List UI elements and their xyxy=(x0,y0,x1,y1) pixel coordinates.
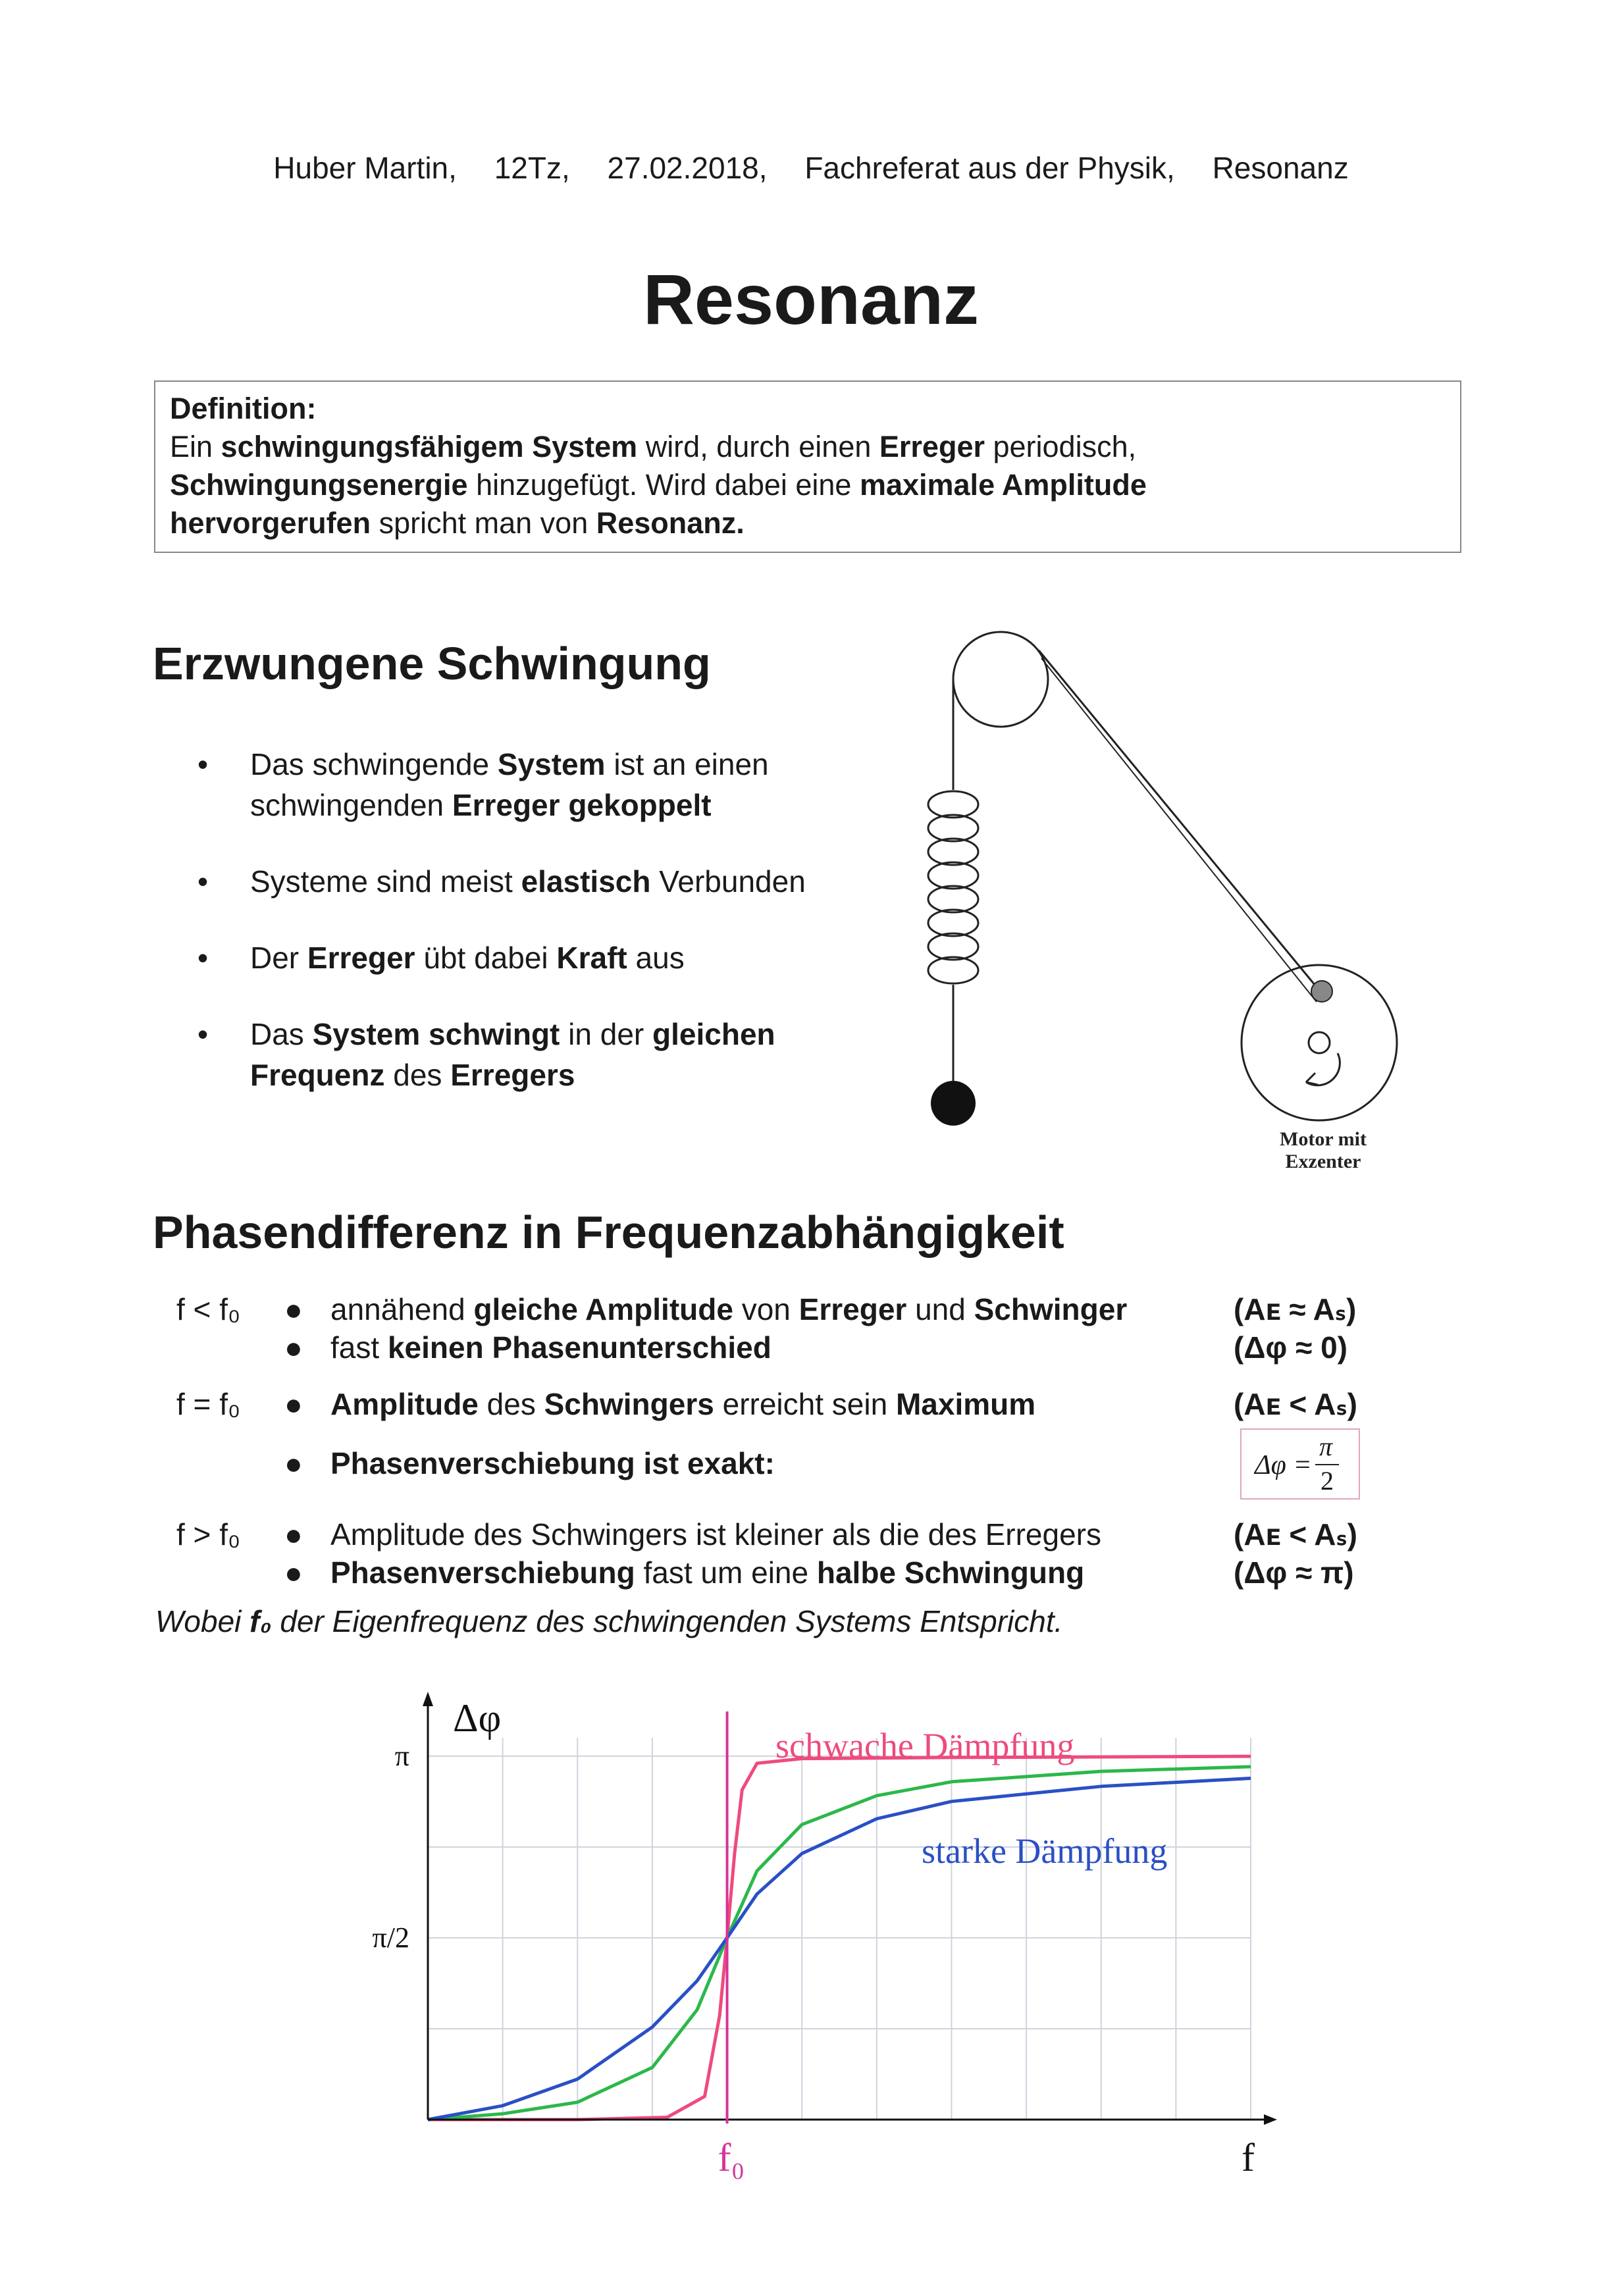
list-item: • Das System schwingt in der gleichen Frequenz des Erregers xyxy=(197,1014,895,1095)
chart-grid xyxy=(428,1738,1251,2120)
header-topic: Resonanz xyxy=(1212,151,1349,185)
definition-line-3: hervorgerufen spricht man von Resonanz. xyxy=(170,506,745,540)
relation-phase-pi: (Δφ ≈ π) xyxy=(1234,1555,1354,1590)
document-header xyxy=(0,150,1622,186)
header-class: 12Tz, xyxy=(494,151,570,185)
pulley-rope-right xyxy=(1039,650,1324,997)
definition-box xyxy=(154,380,1461,553)
list-item: • Systeme sind meist elastisch Verbunden xyxy=(197,861,895,902)
condition-above: f > f₀ xyxy=(176,1517,241,1552)
pulley-rope-right-2 xyxy=(1041,658,1317,1002)
pulley-wheel xyxy=(953,632,1048,727)
row-below-phase: fast keinen Phasenunterschied xyxy=(330,1330,772,1365)
relation-amplitude-less: (Aᴇ < Aₛ) xyxy=(1234,1387,1357,1421)
bullet-dot: ● xyxy=(284,1387,303,1421)
page-title: Resonanz xyxy=(642,259,980,339)
header-subject: Fachreferat aus der Physik, xyxy=(804,151,1175,185)
spring-pendulum-diagram xyxy=(869,619,1422,1185)
eccentric-pin xyxy=(1311,981,1332,1002)
bullet-dot: ● xyxy=(284,1292,303,1326)
formula-box xyxy=(1240,1428,1360,1500)
series-line xyxy=(428,1779,1251,2120)
series-label: schwache Dämpfung xyxy=(775,1726,1075,1765)
y-axis-label: Δφ xyxy=(453,1696,502,1740)
footnote: Wobei f₀ der Eigenfrequenz des schwingenden Systems Entspricht. xyxy=(155,1604,1063,1638)
bullet-dot: ● xyxy=(284,1330,303,1365)
condition-equal: f = f₀ xyxy=(176,1387,241,1421)
formula-lhs: Δφ = xyxy=(1255,1450,1312,1480)
motor-axle xyxy=(1309,1032,1330,1053)
relation-phase-zero: (Δφ ≈ 0) xyxy=(1234,1330,1347,1365)
definition-label: Definition: xyxy=(170,392,317,425)
row-equal-amplitude: Amplitude des Schwingers erreicht sein Maximum xyxy=(330,1387,1036,1421)
f0-label: f₀ xyxy=(718,2136,745,2179)
spring-coil xyxy=(928,791,978,983)
x-axis-arrowhead-icon xyxy=(1264,2114,1277,2125)
bullet-dot: ● xyxy=(284,1555,303,1590)
chart-series xyxy=(428,1726,1251,2120)
condition-below: f < f₀ xyxy=(176,1292,241,1326)
series-label: starke Dämpfung xyxy=(922,1831,1168,1871)
formula-numerator: π xyxy=(1319,1432,1333,1461)
header-author: Huber Martin, xyxy=(273,151,457,185)
row-below-amplitude: annähend gleiche Amplitude von Erreger und Schwinger xyxy=(330,1292,1128,1326)
series-line xyxy=(428,1767,1251,2120)
rotation-arrowhead-icon xyxy=(1306,1073,1318,1085)
y-tick-label: π xyxy=(394,1739,409,1772)
definition-line-1: Ein schwingungsfähigem System wird, durch einen Erreger periodisch, xyxy=(170,430,1137,463)
motor-label-2: Exzenter xyxy=(1285,1151,1361,1172)
formula-denominator: 2 xyxy=(1321,1466,1334,1496)
bullet-dot: ● xyxy=(284,1517,303,1552)
rotation-arrow-icon xyxy=(1306,1053,1340,1085)
phase-chart xyxy=(342,1685,1290,2199)
forced-oscillation-list xyxy=(197,744,895,1131)
list-item: • Der Erreger übt dabei Kraft aus xyxy=(197,937,895,978)
row-above-amplitude: Amplitude des Schwingers ist kleiner als die des Erregers xyxy=(330,1517,1101,1552)
y-tick-label: π/2 xyxy=(372,1921,409,1954)
bullet-dot: ● xyxy=(284,1446,303,1480)
section-title-forced-oscillation: Erzwungene Schwingung xyxy=(153,638,711,689)
header-date: 27.02.2018, xyxy=(607,151,768,185)
motor-label-1: Motor mit xyxy=(1280,1128,1367,1150)
row-equal-phase: Phasenverschiebung ist exakt: xyxy=(330,1446,775,1480)
pendulum-mass xyxy=(931,1081,976,1126)
row-above-phase: Phasenverschiebung fast um eine halbe Schwingung xyxy=(330,1555,1085,1590)
relation-amplitude-less-2: (Aᴇ < Aₛ) xyxy=(1234,1517,1357,1552)
relation-amplitude-equal: (Aᴇ ≈ Aₛ) xyxy=(1234,1292,1357,1326)
y-axis-arrowhead-icon xyxy=(423,1692,433,1706)
list-item: • Das schwingende System ist an einen schwingenden Erreger gekoppelt xyxy=(197,744,895,825)
section-title-phase-difference: Phasendifferenz in Frequenzabhängigkeit xyxy=(153,1207,1064,1258)
x-axis-label: f xyxy=(1242,2136,1255,2179)
definition-line-2: Schwingungsenergie hinzugefügt. Wird dabei eine maximale Amplitude xyxy=(170,468,1147,502)
